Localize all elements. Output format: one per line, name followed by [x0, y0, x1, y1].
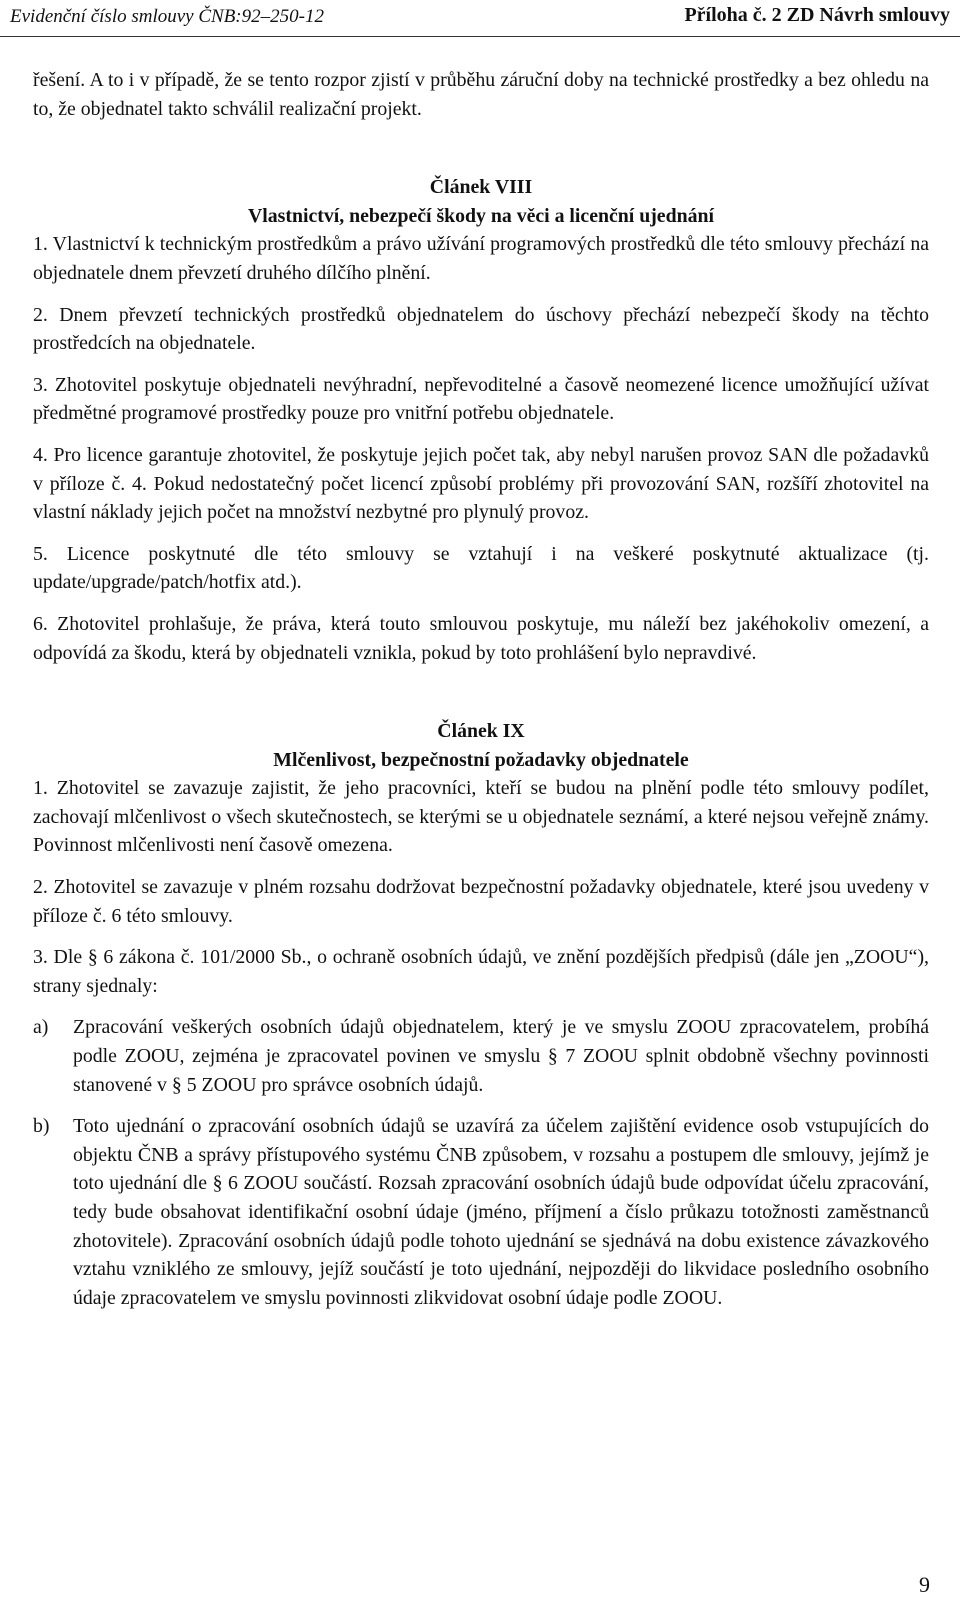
intro-paragraph: řešení. A to i v případě, že se tento rozpor zjistí v průběhu záruční doby na technické prostředky a bez ohledu na to, že objednatel takto schválil realizační projekt.	[33, 69, 929, 120]
article-viii-item-3: 3. Zhotovitel poskytuje objednateli nevýhradní, nepřevoditelné a časově neomezené licence umožňující užívat předmětné programové prostředky pouze pro vnitřní potřebu objednatele.	[33, 373, 929, 425]
article-ix-item-2: 2. Zhotovitel se zavazuje v plném rozsahu dodržovat bezpečnostní požadavky objednatele, které jsou uvedeny v příloze č. 6 této smlouvy.	[33, 876, 929, 927]
article-ix-item-1: 1. Zhotovitel se zavazuje zajistit, že jeho pracovníci, kteří se budou na plnění podle této smlouvy podílet, zachovají mlčenlivost o všech skutečnostech, se kterými se u objednatele seznámí, a které nejsou veřejně známy. Povinnost mlčenlivosti není časově omezena.	[33, 777, 929, 857]
subitem-text: Toto ujednání o zpracování osobních údajů se uzavírá za účelem zajištění evidence osob vstupujících do objektu ČNB a správy přístupového systému ČNB způsobem, v rozsahu a postupem dle smlouvy, jejímž je toto ujednání dle § 6 ZOOU součástí. Rozsah zpracování osobních údajů bude odpovídat účelu zpracování, tedy bude obsahovat identifikační osobní údaje (jméno, příjmení a číslo průkazu totožnosti zaměstnanců zhotovitele). Zpracování osobních údajů podle tohoto ujednání se sjednává na dobu existence závazkového vztahu vzniklého ze smlouvy, jejíž součástí je toto ujednání, nejpozději do likvidace posledního osobního údaje zpracovatelem ve smyslu povinnosti zlikvidovat osobní údaje podle ZOOU.	[73, 1115, 929, 1309]
article-viii-heading: Článek VIII	[429, 176, 533, 199]
article-ix-subitem-a	[33, 1013, 929, 1099]
subitem-text: Zpracování veškerých osobních údajů objednatelem, který je ve smyslu ZOOU zpracovatelem, probíhá podle ZOOU, zejména je zpracovatel povinen ve smyslu § 7 ZOOU splnit obdobně všechny povinnosti stanovené v § 5 ZOOU pro správce osobních údajů.	[73, 1016, 929, 1096]
article-ix-subitem-b	[33, 1112, 929, 1312]
article-viii-item-2: 2. Dnem převzetí technických prostředků objednatelem do úschovy přechází nebezpečí škody na těchto prostředcích na objednatele.	[33, 303, 929, 355]
subitem-marker: a)	[33, 1016, 49, 1039]
contract-reference: Evidenční číslo smlouvy ČNB:92–250-12	[10, 6, 324, 27]
document-body	[33, 66, 929, 1312]
article-ix-title: Mlčenlivost, bezpečnostní požadavky objednatele	[273, 748, 689, 771]
article-viii-title: Vlastnictví, nebezpečí škody na věci a licenční ujednání	[248, 204, 714, 227]
article-ix-item-3: 3. Dle § 6 zákona č. 101/2000 Sb., o ochraně osobních údajů, ve znění pozdějších předpisů (dále jen „ZOOU“), strany sjednaly:	[33, 946, 929, 997]
subitem-marker: b)	[33, 1115, 50, 1138]
article-viii-item-5: 5. Licence poskytnuté dle této smlouvy se vztahují i na veškeré poskytnuté aktualizace (tj. update/upgrade/patch/hotfix atd.).	[33, 542, 929, 594]
article-viii-item-6: 6. Zhotovitel prohlašuje, že práva, která touto smlouvou poskytuje, mu náleží bez jakéhokoliv omezení, a odpovídá za škodu, která by objednateli vznikla, pokud by toto prohlášení bylo nepravdivé.	[33, 612, 929, 664]
article-ix-heading: Článek IX	[437, 720, 525, 743]
page-number: 9	[919, 1572, 930, 1597]
attachment-title: Příloha č. 2 ZD Návrh smlouvy	[684, 4, 950, 26]
article-viii-item-4: 4. Pro licence garantuje zhotovitel, že poskytuje jejich počet tak, aby nebyl narušen provoz SAN dle požadavků v příloze č. 4. Pokud nedostatečný počet licencí způsobí problémy při provozování SAN, rozšíří zhotovitel na vlastní náklady jejich počet na množství nezbytné pro plynulý provoz.	[33, 443, 929, 524]
page-header	[0, 2, 960, 32]
article-viii-item-1: 1. Vlastnictví k technickým prostředkům a právo užívání programových prostředků dle této smlouvy přechází na objednatele dnem převzetí druhého dílčího plnění.	[33, 233, 929, 284]
header-divider	[0, 36, 960, 37]
